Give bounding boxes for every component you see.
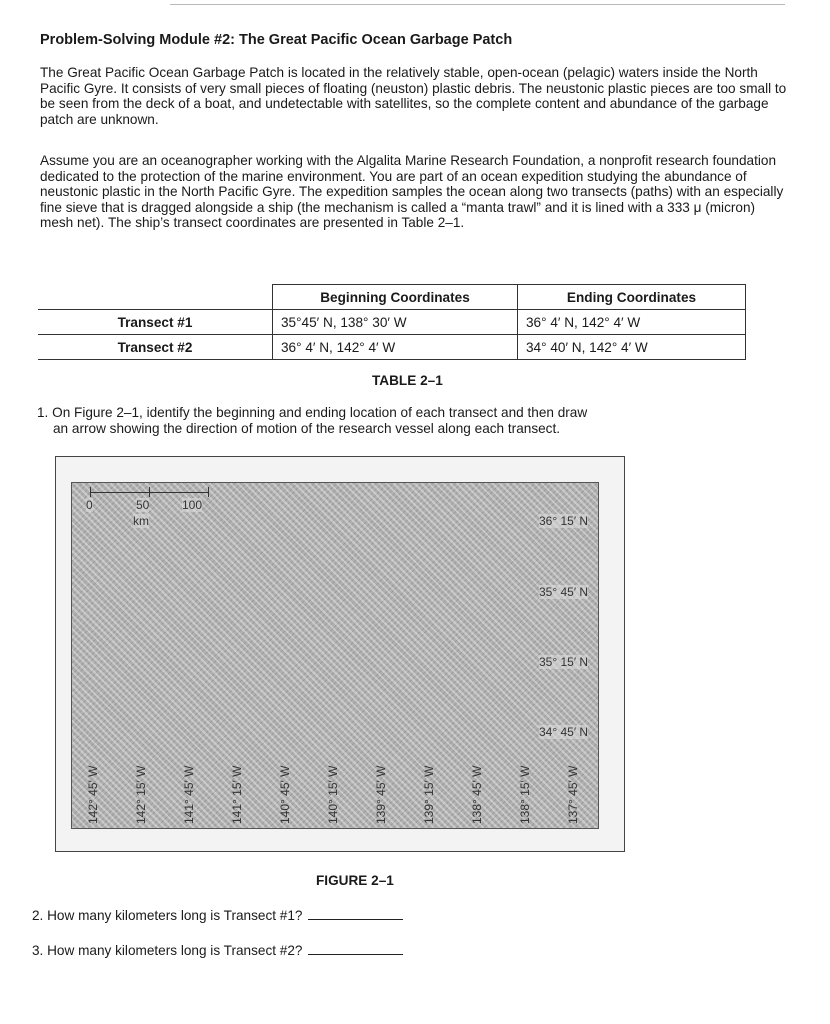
row-begin: 35°45′ N, 138° 30′ W (273, 310, 518, 335)
longitude-label: 141° 45′ W (182, 765, 196, 824)
row-end: 36° 4′ N, 142° 4′ W (518, 310, 746, 335)
scale-zero: 0 (86, 498, 93, 512)
header-ending: Ending Coordinates (518, 285, 746, 310)
table-header-row (38, 285, 746, 310)
question-1 (37, 405, 797, 437)
header-beginning: Beginning Coordinates (273, 285, 518, 310)
map-area[interactable] (71, 482, 599, 829)
row-label: Transect #1 (38, 310, 273, 335)
scale-end: 100 (182, 498, 203, 512)
row-label: Transect #2 (38, 335, 273, 360)
page-title: Problem-Solving Module #2: The Great Pacific Ocean Garbage Patch (40, 32, 513, 48)
transect-table (38, 284, 746, 360)
longitude-label: 137° 45′ W (566, 765, 580, 824)
scale-unit: km (133, 514, 149, 528)
question-1-line2: an arrow showing the direction of motion of the research vessel along each transect. (53, 421, 561, 436)
question-1-number: 1. (37, 405, 49, 420)
table-row (38, 335, 746, 360)
longitude-label: 140° 45′ W (278, 765, 292, 824)
longitude-label: 142° 45′ W (86, 765, 100, 824)
answer-blank-3[interactable] (308, 942, 403, 955)
latitude-label: 35° 15′ N (539, 655, 589, 669)
figure-caption: FIGURE 2–1 (316, 873, 394, 888)
longitude-label: 139° 45′ W (374, 765, 388, 824)
scale-mid: 50 (136, 498, 150, 512)
longitude-label: 139° 15′ W (422, 765, 436, 824)
latitude-label: 35° 45′ N (539, 585, 589, 599)
table-caption: TABLE 2–1 (372, 373, 443, 388)
scale-tick (90, 487, 91, 497)
longitude-label: 140° 15′ W (326, 765, 340, 824)
table-corner (38, 285, 273, 310)
table-row (38, 310, 746, 335)
longitude-label: 138° 15′ W (518, 765, 532, 824)
figure-frame (55, 456, 625, 852)
row-end: 34° 40′ N, 142° 4′ W (518, 335, 746, 360)
latitude-label: 34° 45′ N (539, 725, 589, 739)
question-2 (32, 907, 403, 923)
scale-tick (149, 487, 150, 497)
intro-paragraph: The Great Pacific Ocean Garbage Patch is located in the relatively stable, open-ocean (pelagic) waters inside the North Pacific Gyre. It consists of very small pieces of floating (neuston) plastic debris. The neustonic plastic pieces are too small to be seen from the deck of a boat, and undetectable with satellites, so the complete content and abundance of the garbage patch are unknown. (40, 65, 787, 127)
question-3-text: 3. How many kilometers long is Transect #2? (32, 943, 303, 958)
answer-blank-2[interactable] (308, 907, 403, 920)
row-begin: 36° 4′ N, 142° 4′ W (273, 335, 518, 360)
longitude-label: 141° 15′ W (230, 765, 244, 824)
latitude-label: 36° 15′ N (539, 514, 589, 528)
question-1-line1: On Figure 2–1, identify the beginning and ending location of each transect and then draw (52, 405, 588, 420)
top-rule (170, 4, 785, 5)
scale-tick (208, 487, 209, 497)
question-2-text: 2. How many kilometers long is Transect #1? (32, 908, 303, 923)
scenario-paragraph: Assume you are an oceanographer working with the Algalita Marine Research Foundation, a nonprofit research foundation dedicated to the protection of the marine environment. You are part of an ocean expedition studying the abundance of neustonic plastic in the North Pacific Gyre. The expedition samples the ocean along two transects (paths) with an especially fine sieve that is dragged alongside a ship (the mechanism is called a “manta trawl” and it is lined with a 333 μ (micron) mesh net). The ship’s transect coordinates are presented in Table 2–1. (40, 153, 784, 231)
longitude-label: 138° 45′ W (470, 765, 484, 824)
question-3 (32, 942, 403, 958)
longitude-label: 142° 15′ W (134, 765, 148, 824)
